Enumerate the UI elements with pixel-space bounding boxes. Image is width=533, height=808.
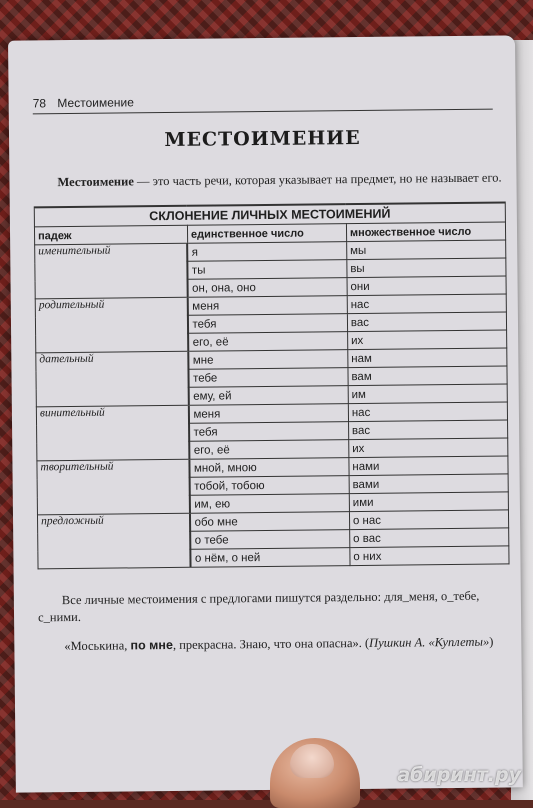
watermark: абиринт.ру bbox=[397, 764, 521, 786]
running-header bbox=[33, 92, 493, 115]
plural-form: им bbox=[348, 384, 507, 404]
singular-form: тебя bbox=[188, 314, 347, 334]
plural-form: вам bbox=[348, 366, 507, 386]
singular-form: его, её bbox=[189, 332, 348, 352]
case-name: предложный bbox=[37, 513, 191, 569]
book-page bbox=[8, 35, 523, 792]
singular-form: мне bbox=[189, 350, 348, 370]
column-header-singular: единственное число bbox=[187, 224, 346, 244]
plural-form: их bbox=[349, 438, 508, 458]
quote-after: , прекрасна. Знаю, что она опасна». ( bbox=[172, 635, 370, 652]
quote-paragraph bbox=[64, 633, 504, 655]
plural-form: мы bbox=[346, 240, 505, 260]
plural-form: вы bbox=[347, 258, 506, 278]
note-paragraph: Все личные местоимения с предлогами пишутся раздельно: для_меня, о_тебе, с_ними. bbox=[37, 588, 480, 625]
singular-form: о нём, о ней bbox=[191, 548, 350, 568]
plural-form: ими bbox=[349, 492, 508, 512]
singular-form: меня bbox=[188, 296, 347, 316]
quote-close: ) bbox=[489, 634, 494, 649]
plural-form: они bbox=[347, 276, 506, 296]
plural-form: их bbox=[347, 330, 506, 350]
column-header-plural: множественное число bbox=[346, 222, 505, 242]
section-name: Местоимение bbox=[57, 95, 134, 111]
page-title: МЕСТОИМЕНИЕ bbox=[164, 126, 361, 152]
plural-form: о нас bbox=[349, 510, 508, 530]
singular-form: тебя bbox=[189, 422, 348, 442]
singular-form: мной, мною bbox=[190, 458, 349, 478]
singular-form: ты bbox=[188, 260, 347, 280]
plural-form: о них bbox=[350, 546, 509, 566]
singular-form: о тебе bbox=[191, 530, 350, 550]
plural-form: нас bbox=[348, 402, 507, 422]
table-caption: СКЛОНЕНИЕ ЛИЧНЫХ МЕСТОИМЕНИЙ bbox=[34, 202, 505, 226]
case-name: винительный bbox=[36, 405, 190, 461]
declension-table-wrap bbox=[34, 201, 510, 569]
plural-form: нами bbox=[349, 456, 508, 476]
thumbnail bbox=[290, 744, 334, 778]
singular-form: обо мне bbox=[190, 512, 349, 532]
column-header-case: падеж bbox=[34, 225, 187, 245]
quote-before: «Моськина, bbox=[64, 638, 131, 654]
plural-form: вас bbox=[347, 312, 506, 332]
case-name: творительный bbox=[37, 459, 191, 515]
page-number: 78 bbox=[32, 96, 47, 111]
plural-form: нам bbox=[348, 348, 507, 368]
definition-paragraph bbox=[33, 169, 503, 191]
singular-form: он, она, оно bbox=[188, 278, 347, 298]
plural-form: вами bbox=[349, 474, 508, 494]
quote-source: Пушкин А. «Куплеты» bbox=[369, 634, 490, 650]
singular-form: я bbox=[188, 242, 347, 262]
declension-table bbox=[34, 201, 510, 569]
case-name: дательный bbox=[36, 351, 190, 407]
singular-form: тобой, тобою bbox=[190, 476, 349, 496]
singular-form: тебе bbox=[189, 368, 348, 388]
case-name: именительный bbox=[35, 243, 189, 299]
case-name: родительный bbox=[35, 297, 189, 353]
definition-term: Местоимение bbox=[57, 174, 134, 190]
definition-text: — это часть речи, которая указывает на предмет, но не называет его. bbox=[133, 170, 502, 189]
singular-form: им, ею bbox=[190, 494, 349, 514]
singular-form: меня bbox=[189, 404, 348, 424]
plural-form: вас bbox=[348, 420, 507, 440]
quote-bold: по мне bbox=[130, 637, 173, 653]
singular-form: ему, ей bbox=[189, 386, 348, 406]
plural-form: нас bbox=[347, 294, 506, 314]
plural-form: о вас bbox=[350, 528, 509, 548]
singular-form: его, её bbox=[190, 440, 349, 460]
table-body bbox=[35, 240, 509, 569]
